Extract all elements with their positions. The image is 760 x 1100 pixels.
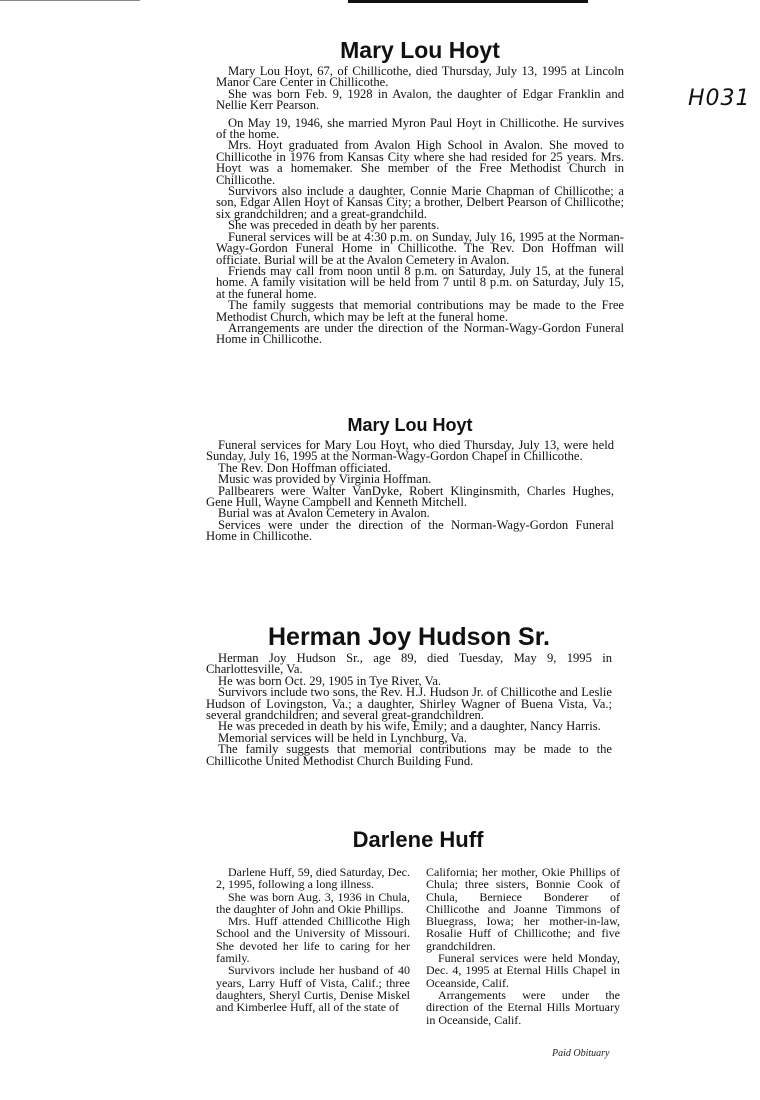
paragraph: Funeral services for Mary Lou Hoyt, who died Thursday, July 13, were held Sunday, July 16, 1995 at the Norman-Wagy-Gordon Chapel in Chillicothe. xyxy=(206,438,614,464)
paragraph: On May 19, 1946, she married Myron Paul Hoyt in Chillicothe. He survives of the home. xyxy=(216,115,624,142)
paragraph: Survivors include her husband of 40 years, Larry Huff of Vista, Calif.; three daughters, Sheryl Curtis, Denise Miskel and Kimberlee Huff, all of the state of xyxy=(216,963,410,1015)
paid-obituary-note: Paid Obituary xyxy=(552,1048,610,1059)
paragraph: Mrs. Huff attended Chillicothe High School and the University of Missouri. She devoted her life to caring for her family. xyxy=(216,914,410,966)
paragraph: The family suggests that memorial contributions may be made to the Chillicothe United Methodist Church Building Fund. xyxy=(206,742,612,768)
top-rule xyxy=(0,0,760,2)
obituary-title: Herman Joy Hudson Sr. xyxy=(267,623,551,651)
paragraph: Pallbearers were Walter VanDyke, Robert Klinginsmith, Charles Hughes, Gene Hull, Wayne Campbell and Kenneth Mitchell. xyxy=(206,483,614,510)
obituary-herman-joy-hudson xyxy=(206,622,612,767)
paragraph: Arrangements are under the direction of the Norman-Wagy-Gordon Funeral Home in Chillicothe. xyxy=(216,320,624,347)
paragraph: Survivors include two sons, the Rev. H.J. Hudson Jr. of Chillicothe and Leslie Hudson of Lovingston, Va.; a daughter, Shirley Wagner of Buena Vista, Va.; several grandchildren; and several great-grandchildren. xyxy=(206,685,612,723)
paragraph: Services were under the direction of the Norman-Wagy-Gordon Funeral Home in Chillicothe. xyxy=(206,517,614,544)
paragraph: Memorial services will be held in Lynchburg, Va. xyxy=(218,730,467,745)
paragraph: The family suggests that memorial contributions may be made to the Free Methodist Church, which may be left at the funeral home. xyxy=(216,298,624,324)
obituary-title: Mary Lou Hoyt xyxy=(347,415,473,435)
paragraph: She was preceded in death by her parents. xyxy=(228,218,440,233)
paragraph: Mrs. Hoyt graduated from Avalon High School in Avalon. She moved to Chillicothe in 1976 from Kansas City where she had resided for 25 years. Mrs. Hoyt was a homemaker. She member of the Free Methodist Church in Chillicothe. xyxy=(216,138,624,187)
paragraph: She was born Aug. 3, 1936 in Chula, the daughter of John and Okie Phillips. xyxy=(216,889,410,916)
right-column xyxy=(426,866,620,1026)
paragraph: Burial was at Avalon Cemetery in Avalon. xyxy=(218,506,430,521)
left-column xyxy=(216,866,410,1014)
paragraph: Darlene Huff, 59, died Saturday, Dec. 2, 1995, following a long illness. xyxy=(216,865,410,892)
paragraph: Music was provided by Virginia Hoffman. xyxy=(218,472,432,487)
obituary-mary-lou-hoyt-services xyxy=(206,414,614,543)
paragraph: California; her mother, Okie Phillips of Chula; three sisters, Bonnie Cook of Chula, Berniece Bonderer of Chillicothe and Joanne Timmons of Bluegrass, Iowa; her mother-in-law, Rosalie Huff of Chillicothe; and five grandchildren. xyxy=(426,865,620,953)
paragraph: Arrangements were under the direction of the Eternal Hills Mortuary in Oceanside, Calif. xyxy=(426,987,620,1027)
handwritten-mark: H031 xyxy=(688,86,751,111)
paragraph: She was born Feb. 9, 1928 in Avalon, the daughter of Edgar Franklin and Nellie Kerr Pearson. xyxy=(216,86,624,113)
obituary-title: Mary Lou Hoyt xyxy=(340,37,500,63)
obituary-title-darlene-huff: Darlene Huff xyxy=(352,827,484,852)
paragraph: Herman Joy Hudson Sr., age 89, died Tuesday, May 9, 1995 in Charlottesville, Va. xyxy=(206,651,612,677)
thin-rule xyxy=(0,0,140,1)
paragraph: He was born Oct. 29, 1905 in Tye River, Va. xyxy=(218,673,442,688)
paragraph: Survivors also include a daughter, Connie Marie Chapman of Chillicothe; a son, Edgar Allen Hoyt of Kansas City; a brother, Delbert Pearson of Chillicothe; six grandchildren; and a great-grandchild. xyxy=(216,184,624,221)
thick-rule xyxy=(348,0,588,3)
paragraph: Funeral services will be at 4:30 p.m. on Sunday, July 16, 1995 at the Norman-Wagy-Gordon Funeral Home in Chillicothe. The Rev. Don Hoffman will officiate. Burial will be at the Avalon Cemetery in Avalon. xyxy=(216,229,624,267)
obituary-mary-lou-hoyt xyxy=(216,36,624,346)
paragraph: Friends may call from noon until 8 p.m. on Saturday, July 15, at the funeral home. A family visitation will be held from 7 until 8 p.m. on Saturday, July 15, at the funeral home. xyxy=(216,263,624,301)
paragraph: He was preceded in death by his wife, Emily; and a daughter, Nancy Harris. xyxy=(218,719,601,734)
paragraph: The Rev. Don Hoffman officiated. xyxy=(218,460,391,475)
paragraph: Funeral services were held Monday, Dec. 4, 1995 at Eternal Hills Chapel in Oceanside, Calif. xyxy=(426,951,620,990)
paragraph: Mary Lou Hoyt, 67, of Chillicothe, died Thursday, July 13, 1995 at Lincoln Manor Care Center in Chillicothe. xyxy=(216,64,624,90)
